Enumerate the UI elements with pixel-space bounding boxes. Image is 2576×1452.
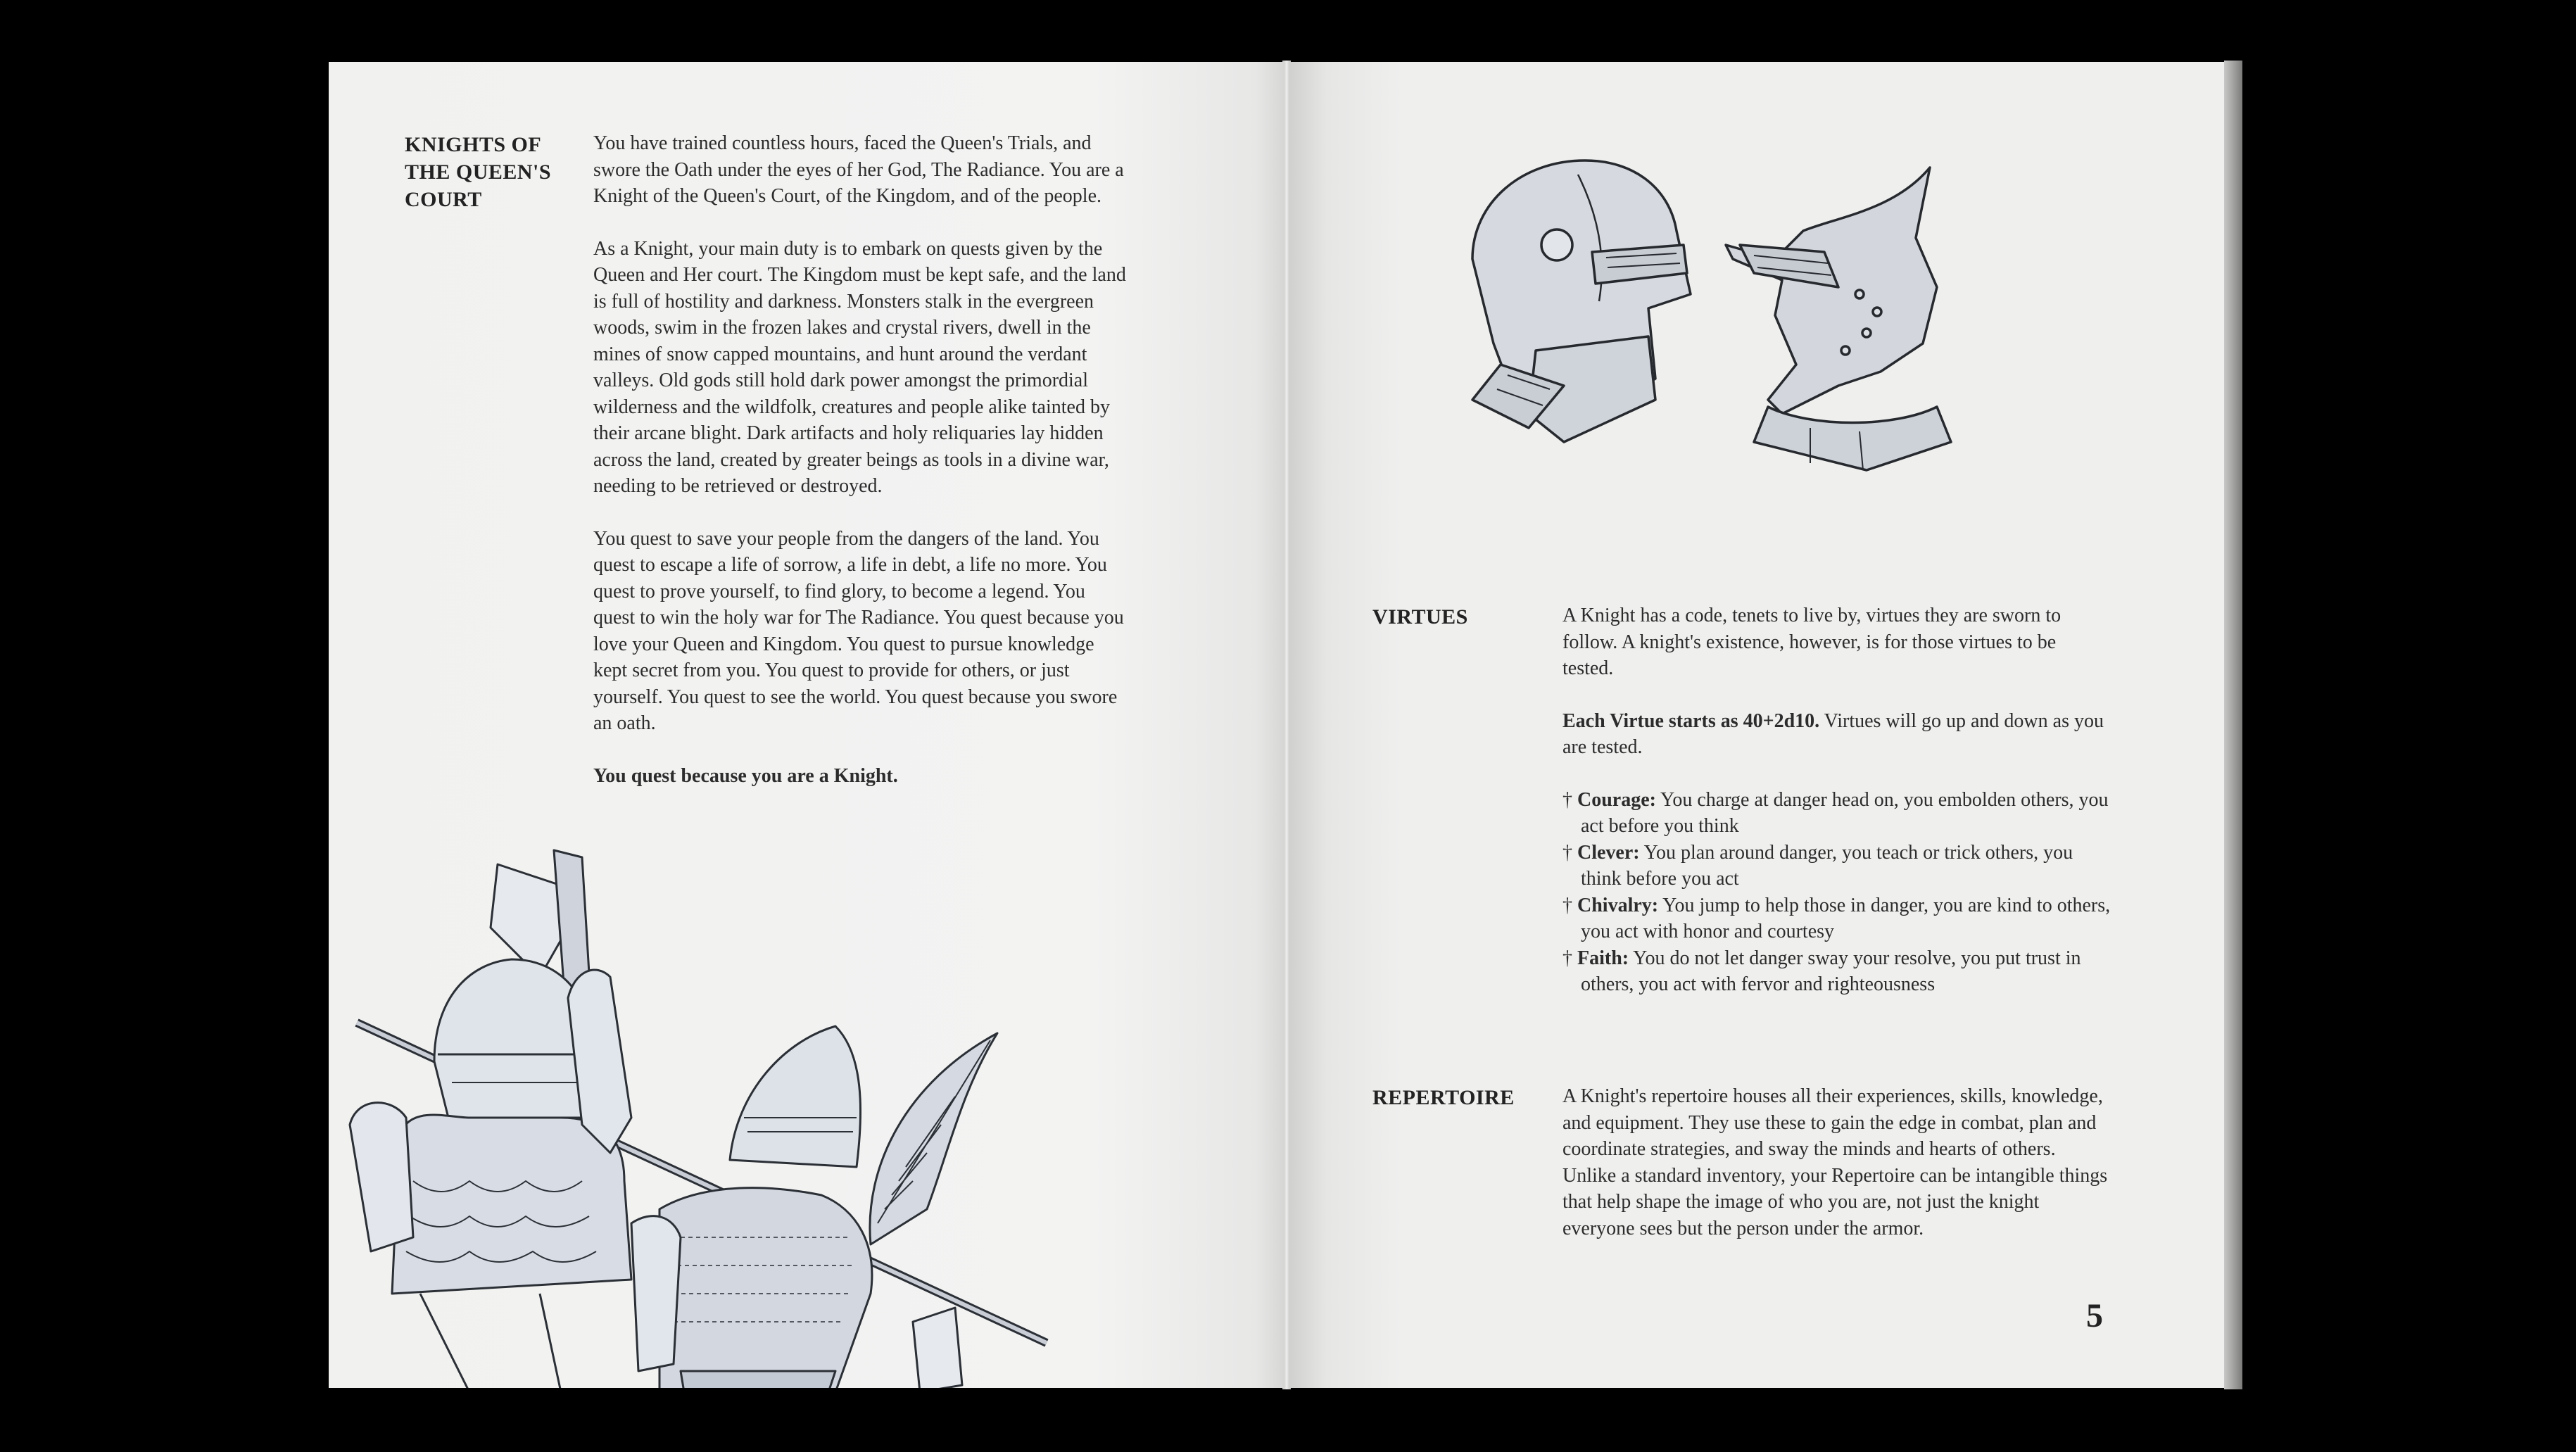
- right-page: [1289, 62, 2224, 1388]
- virtue-start-rest: Virtues will go up and down as you are tested.: [1562, 709, 2104, 758]
- paragraph-duty: As a Knight, your main duty is to embark on quests given by the Queen and Her court. The Kingdom must be kept safe, and the land is full of hostility and darkness. Monsters stalk in the evergreen woods, swim in the frozen lakes and crystal rivers, dwell in the mines of snow capped mountains, and hunt around the verdant valleys. Old gods still hold dark power amongst the primordial wilderness and the wildfolk, creatures and people alike tainted by their arcane blight. Dark artifacts and holy reliquaries lay hidden across the land, created by greater beings as tools in a divine war, needing to be retrieved or destroyed.: [593, 237, 1126, 497]
- virtue-description: You jump to help those in danger, you are kind to others, you act with honor and courtesy: [1581, 894, 2111, 942]
- left-body-text: [593, 130, 1128, 815]
- dagger-bullet-icon: †: [1562, 788, 1572, 811]
- virtues-start: [1562, 708, 2111, 761]
- repertoire-body-text: A Knight's repertoire houses all their experiences, skills, knowledge, and equipment. They use these to gain the edge in combat, plan and coordinate strategies, and sway the minds and hearts of others. Unlike a standard inventory, your Repertoire can be intangible things that help shape the image of who you are, not just the knight everyone sees but the person under the armor.: [1562, 1085, 2108, 1239]
- dagger-bullet-icon: †: [1562, 894, 1572, 916]
- paragraph-closing: You quest because you are a Knight.: [593, 764, 898, 787]
- virtue-name: Courage:: [1577, 788, 1656, 811]
- section-heading-knights: KNIGHTS OF THE QUEEN'S COURT: [405, 133, 552, 211]
- virtues-body-text: [1562, 602, 2111, 998]
- virtue-item-faith: [1562, 945, 2111, 998]
- helmets-illustration: [1444, 132, 1965, 597]
- virtue-description: You do not let danger sway your resolve, you put trust in others, you act with fervor and righteousness: [1581, 947, 2081, 995]
- virtue-item-chivalry: [1562, 892, 2111, 945]
- virtue-name: Faith:: [1577, 947, 1629, 969]
- paragraph-intro: You have trained countless hours, faced the Queen's Trials, and swore the Oath under the eyes of her God, The Radiance. You are a Knight of the Queen's Court, of the Kingdom, and of the people.: [593, 132, 1124, 207]
- virtue-name: Clever:: [1577, 841, 1640, 864]
- virtue-description: You plan around danger, you teach or trick others, you think before you act: [1581, 841, 2073, 890]
- section-heading-virtues: VIRTUES: [1372, 605, 1468, 629]
- virtue-start-bold: Each Virtue starts as 40+2d10.: [1562, 709, 1820, 732]
- page-edge: [2224, 61, 2242, 1389]
- left-page: [329, 62, 1284, 1388]
- virtue-description: You charge at danger head on, you embolden others, you act before you think: [1581, 788, 2109, 837]
- knights-fighting-illustration: [329, 787, 1047, 1388]
- virtues-list: [1562, 787, 2111, 998]
- dagger-bullet-icon: †: [1562, 947, 1572, 969]
- virtues-intro: A Knight has a code, tenets to live by, virtues they are sworn to follow. A knight's existence, however, is for those virtues to be tested.: [1562, 605, 2062, 679]
- section-heading-repertoire: REPERTOIRE: [1372, 1086, 1515, 1109]
- paragraph-quest: You quest to save your people from the dangers of the land. You quest to escape a life of sorrow, a life in debt, a life no more. You quest to prove yourself, to find glory, to become a legend. You quest to win the holy war for The Radiance. You quest because you love your Queen and Kingdom. You quest to pursue knowledge kept secret from you. You quest to provide for others, or just yourself. You quest to see the world. You quest because you swore an oath.: [593, 527, 1124, 734]
- dagger-bullet-icon: †: [1562, 841, 1572, 864]
- virtue-item-courage: [1562, 787, 2111, 840]
- page-number: 5: [2086, 1297, 2103, 1334]
- virtue-name: Chivalry:: [1577, 894, 1659, 916]
- virtue-item-clever: [1562, 840, 2111, 892]
